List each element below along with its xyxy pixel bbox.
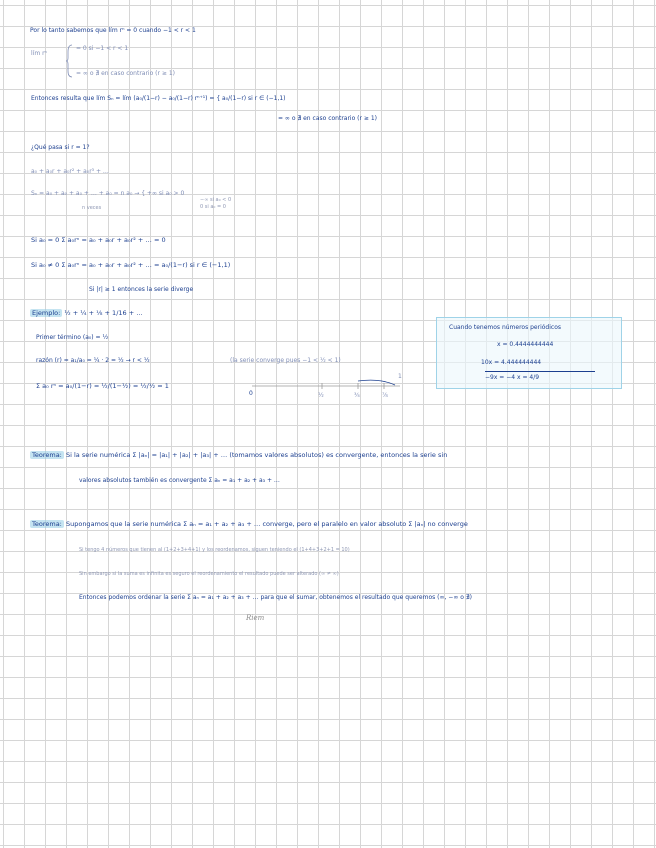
example-line xyxy=(30,310,143,317)
theorem-2-line-d: Entonces podemos ordenar la serie Σ aₙ = a₁ + a₂ + a₃ + … para que el sumar, obtenemos el resultado que queremos (∞, −∞ o ∄) xyxy=(79,594,472,601)
theorem-1-line-b: valores absolutos también es convergente Σ aₙ = a₁ + a₂ + a₃ + … xyxy=(79,477,280,484)
example-sum: Σ a₀ rⁿ = a₀/(1−r) = ½/(1−½) = ½/½ = 1 xyxy=(36,382,169,390)
example-first-term: Primer término (a₀) = ½ xyxy=(36,334,109,341)
theorem-1-line-a xyxy=(30,452,447,459)
note-n-veces: n veces xyxy=(82,205,102,211)
theorem-1-text-a: Si la serie numérica Σ |aₙ| = |a₁| + |a₂| + |a₃| + … (tomamos valores absolutos) es convergente, entonces la serie sin xyxy=(65,451,448,459)
note-line-a0-nonzero: Si a₀ ≠ 0 Σ a₀rⁿ = a₀ + a₀r + a₀r² + … = a₀/(1−r) si r ∈ (−1,1) xyxy=(31,261,231,269)
theorem-2-line-c: Sin embargo si la suma es infinita es seguro el reordenamiento el resultado puede ser alterado (∞ ≠ ∞) xyxy=(79,571,339,577)
note-line-a0-zero: Si a₀ = 0 Σ a₀rⁿ = a₀ + a₀r + a₀r² + … = 0 xyxy=(31,236,166,244)
box-row-1: x = 0.4444444444 xyxy=(497,341,554,348)
note-line-limit: Por lo tanto sabemos que lím rⁿ = 0 cuando −1 < r < 1 xyxy=(30,27,196,34)
periodic-numbers-box xyxy=(436,317,622,389)
theorem-1-label: Teorema: xyxy=(32,451,62,459)
numberline-three-quarters: ¾ xyxy=(354,392,360,399)
example-ratio-note: (la serie converge pues −1 < ½ < 1) xyxy=(230,357,341,364)
note-line-series: a₀ + a₀r + a₀r² + a₀r³ + … xyxy=(31,168,109,175)
box-row-2: 10x = 4.444444444 xyxy=(481,359,542,366)
note-line-diverge: Si |r| ≥ 1 entonces la serie diverge xyxy=(89,286,194,293)
numberline-zero: 0 xyxy=(249,390,253,397)
note-line-sn-else: = ∞ o ∄ en caso contrario (r ≥ 1) xyxy=(278,115,377,122)
theorem-2-line-a xyxy=(30,521,468,528)
note-case-2: = ∞ o ∄ en caso contrario (r ≥ 1) xyxy=(76,70,175,77)
numberline-one: 1 xyxy=(398,373,402,380)
example-label: Ejemplo: xyxy=(32,309,61,317)
note-line-lim-rn: lím rⁿ xyxy=(31,50,47,57)
box-subtraction-bar xyxy=(485,371,595,372)
note-case-1: = 0 si −1 < r < 1 xyxy=(76,45,129,52)
box-row-3: −9x = −4 x = 4/9 xyxy=(485,374,540,381)
box-title: Cuando tenemos números periódicos xyxy=(449,324,562,331)
example-series: ½ + ¼ + ⅛ + 1/16 + … xyxy=(64,309,143,317)
note-line-r1: ¿Qué pasa si r = 1? xyxy=(31,144,90,151)
note-case-neg: −∞ si a₀ < 0 xyxy=(200,197,232,203)
numberline-seven-eighths: ⅞ xyxy=(382,392,388,399)
numberline-half: ½ xyxy=(318,392,324,399)
signature: Riem xyxy=(246,614,265,622)
case-brace xyxy=(66,44,74,78)
note-line-sn-limit: Entonces resulta que lím Sₙ = lím (a₀/(1−r) − a₀/(1−r) rⁿ⁺¹) = { a₀/(1−r) si r ∈ (−1,1) xyxy=(31,95,286,102)
example-ratio: razón (r) = a₁/a₀ = ¼ · 2 = ½ → r < ½ xyxy=(36,357,150,364)
note-case-zero: 0 si a₀ = 0 xyxy=(200,204,226,210)
theorem-2-line-b: Si tengo 4 números que tienen al (1+2+3+4+1) y los reordenamos, siguen teniendo el (1+4+3+2+1 = 10) xyxy=(79,547,350,553)
note-line-sn-sum: Sₙ = a₀ + a₀ + a₀ + … + a₀ = n a₀ → { +∞ si a₀ > 0 xyxy=(31,190,185,197)
theorem-2-text-a: Supongamos que la serie numérica Σ aₙ = a₁ + a₂ + a₃ + … converge, pero el paralelo en valor absoluto Σ |aₙ| no converge xyxy=(65,520,468,528)
theorem-2-label: Teorema: xyxy=(32,520,62,528)
